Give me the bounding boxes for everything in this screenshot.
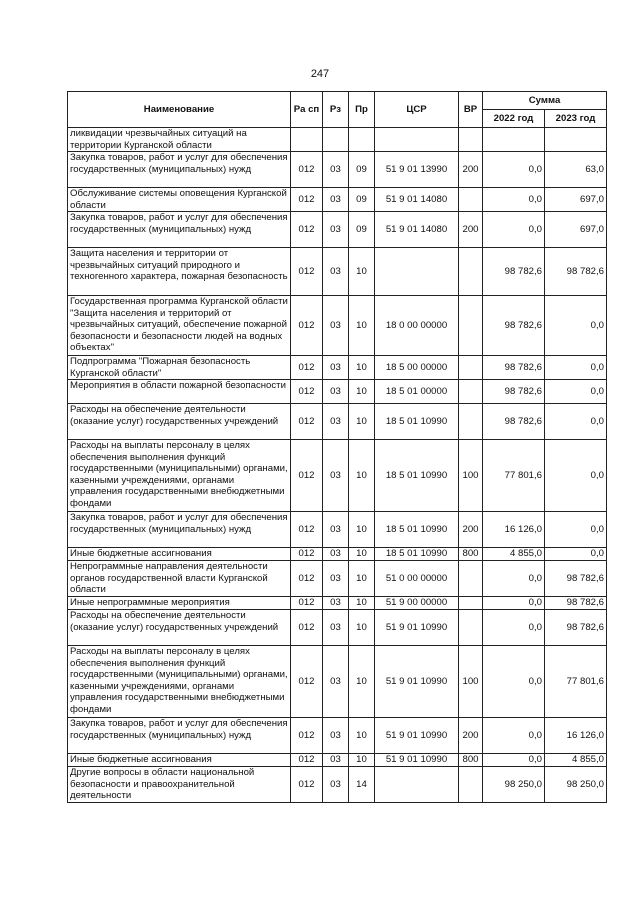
row-sum-2023: 0,0 — [545, 380, 607, 404]
row-sum-2022: 0,0 — [483, 610, 545, 646]
header-sum: Сумма — [483, 92, 607, 110]
row-csr: 18 5 01 10990 — [375, 440, 459, 512]
row-rasp: 012 — [291, 548, 323, 561]
row-vr — [459, 380, 483, 404]
row-sum-2022: 0,0 — [483, 561, 545, 597]
row-name-text: Обслуживание системы оповещения Курганской области — [70, 188, 287, 211]
table-row — [68, 512, 607, 548]
row-sum-2022: 98 782,6 — [483, 356, 545, 380]
row-vr — [459, 404, 483, 440]
row-vr — [459, 610, 483, 646]
row-name-text: Закупка товаров, работ и услуг для обеспечения государственных (муниципальных) нужд — [70, 212, 288, 235]
row-sum-2022: 4 855,0 — [483, 548, 545, 561]
row-rz: 03 — [323, 718, 349, 754]
table-row — [68, 152, 607, 188]
row-name — [68, 610, 291, 646]
row-name-text: Закупка товаров, работ и услуг для обеспечения государственных (муниципальных) нужд — [70, 152, 288, 175]
row-sum-2022: 0,0 — [483, 718, 545, 754]
row-pr: 10 — [349, 754, 375, 767]
row-name — [68, 212, 291, 248]
row-csr: 18 5 00 00000 — [375, 356, 459, 380]
row-name — [68, 597, 291, 610]
row-csr: 51 9 01 13990 — [375, 152, 459, 188]
row-csr: 18 5 01 10990 — [375, 512, 459, 548]
row-pr: 10 — [349, 440, 375, 512]
row-rz: 03 — [323, 440, 349, 512]
row-csr: 51 9 01 14080 — [375, 212, 459, 248]
row-sum-2022: 0,0 — [483, 646, 545, 718]
row-rasp: 012 — [291, 597, 323, 610]
row-csr: 18 5 01 10990 — [375, 548, 459, 561]
row-name-text: Расходы на выплаты персоналу в целях обеспечения выполнения функций государственными (муниципальными) органами, казенными учреждениями, органами управления государственными внебюджетными фондами — [70, 440, 288, 509]
row-sum-2022: 98 250,0 — [483, 767, 545, 803]
row-rz: 03 — [323, 754, 349, 767]
header-year-2023: 2023 год — [545, 110, 607, 128]
row-rz: 03 — [323, 767, 349, 803]
row-pr: 09 — [349, 212, 375, 248]
row-sum-2022: 98 782,6 — [483, 404, 545, 440]
row-rz: 03 — [323, 597, 349, 610]
row-pr: 10 — [349, 512, 375, 548]
row-pr: 10 — [349, 356, 375, 380]
row-rz: 03 — [323, 188, 349, 212]
row-vr: 800 — [459, 754, 483, 767]
row-sum-2022: 98 782,6 — [483, 248, 545, 296]
row-rasp: 012 — [291, 188, 323, 212]
table-row — [68, 548, 607, 561]
row-rasp: 012 — [291, 404, 323, 440]
table-row — [68, 188, 607, 212]
row-csr — [375, 248, 459, 296]
row-name — [68, 646, 291, 718]
row-csr: 18 5 01 10990 — [375, 404, 459, 440]
row-name-text: Подпрограмма "Пожарная безопасность Курганской области" — [70, 356, 251, 379]
row-rasp: 012 — [291, 512, 323, 548]
row-csr: 51 9 01 10990 — [375, 646, 459, 718]
row-sum-2023: 98 782,6 — [545, 248, 607, 296]
table-row — [68, 718, 607, 754]
row-sum-2023: 98 782,6 — [545, 597, 607, 610]
row-rasp: 012 — [291, 212, 323, 248]
row-rasp: 012 — [291, 561, 323, 597]
row-sum-2023: 16 126,0 — [545, 718, 607, 754]
row-pr: 10 — [349, 646, 375, 718]
row-sum-2023: 0,0 — [545, 356, 607, 380]
row-name-text: Другие вопросы в области национальной безопасности и правоохранительной деятельности — [70, 767, 255, 802]
table-row — [68, 440, 607, 512]
row-sum-2023: 0,0 — [545, 440, 607, 512]
row-pr: 14 — [349, 767, 375, 803]
row-rasp: 012 — [291, 767, 323, 803]
row-vr: 200 — [459, 718, 483, 754]
row-name — [68, 440, 291, 512]
row-name-text: Закупка товаров, работ и услуг для обеспечения государственных (муниципальных) нужд — [70, 512, 288, 535]
table-row — [68, 296, 607, 356]
row-sum-2022: 0,0 — [483, 152, 545, 188]
header-row — [68, 92, 607, 110]
table-body — [68, 128, 607, 803]
row-name-text: Закупка товаров, работ и услуг для обеспечения государственных (муниципальных) нужд — [70, 718, 288, 741]
row-pr: 09 — [349, 152, 375, 188]
header-rz: Рз — [323, 92, 349, 128]
row-name — [68, 152, 291, 188]
row-rz: 03 — [323, 404, 349, 440]
row-sum-2022 — [483, 128, 545, 152]
row-sum-2022: 0,0 — [483, 754, 545, 767]
header-pr: Пр — [349, 92, 375, 128]
row-rz: 03 — [323, 646, 349, 718]
row-sum-2022: 0,0 — [483, 597, 545, 610]
row-name — [68, 128, 291, 152]
row-vr — [459, 767, 483, 803]
table-row — [68, 646, 607, 718]
row-name-text: ликвидации чрезвычайных ситуаций на территории Курганской области — [70, 128, 247, 151]
row-rz: 03 — [323, 356, 349, 380]
row-rz: 03 — [323, 610, 349, 646]
row-csr — [375, 128, 459, 152]
row-csr: 51 9 01 10990 — [375, 754, 459, 767]
row-rasp: 012 — [291, 356, 323, 380]
row-csr — [375, 767, 459, 803]
row-rz: 03 — [323, 248, 349, 296]
row-rz: 03 — [323, 212, 349, 248]
row-sum-2023: 0,0 — [545, 296, 607, 356]
row-vr: 800 — [459, 548, 483, 561]
row-sum-2023: 98 782,6 — [545, 561, 607, 597]
table-row — [68, 610, 607, 646]
row-pr: 10 — [349, 561, 375, 597]
row-sum-2022: 16 126,0 — [483, 512, 545, 548]
row-pr: 10 — [349, 404, 375, 440]
table-row — [68, 212, 607, 248]
header-year-2022: 2022 год — [483, 110, 545, 128]
row-rz: 03 — [323, 152, 349, 188]
table-row — [68, 754, 607, 767]
row-pr — [349, 128, 375, 152]
row-rz — [323, 128, 349, 152]
row-rasp: 012 — [291, 440, 323, 512]
row-rz: 03 — [323, 296, 349, 356]
row-name-text: Непрограммные направления деятельности органов государственной власти Курганской области — [70, 561, 268, 596]
row-vr: 100 — [459, 646, 483, 718]
row-name-text: Мероприятия в области пожарной безопасности — [70, 380, 286, 391]
page-number: 247 — [310, 68, 330, 80]
row-pr: 10 — [349, 248, 375, 296]
row-name — [68, 380, 291, 404]
row-vr — [459, 356, 483, 380]
row-csr: 51 9 01 10990 — [375, 610, 459, 646]
row-csr: 51 9 01 14080 — [375, 188, 459, 212]
row-rz: 03 — [323, 380, 349, 404]
row-sum-2023: 697,0 — [545, 212, 607, 248]
row-name — [68, 248, 291, 296]
row-rasp: 012 — [291, 296, 323, 356]
row-sum-2023: 63,0 — [545, 152, 607, 188]
row-pr: 10 — [349, 296, 375, 356]
row-csr: 18 0 00 00000 — [375, 296, 459, 356]
row-sum-2023: 77 801,6 — [545, 646, 607, 718]
header-rasp: Ра сп — [291, 92, 323, 128]
row-vr — [459, 296, 483, 356]
row-sum-2023: 98 250,0 — [545, 767, 607, 803]
row-csr: 51 0 00 00000 — [375, 561, 459, 597]
row-sum-2022: 0,0 — [483, 212, 545, 248]
row-name — [68, 404, 291, 440]
row-pr: 10 — [349, 718, 375, 754]
row-vr — [459, 188, 483, 212]
row-name — [68, 754, 291, 767]
row-pr: 10 — [349, 380, 375, 404]
row-rasp: 012 — [291, 380, 323, 404]
row-rasp: 012 — [291, 754, 323, 767]
row-sum-2023: 0,0 — [545, 512, 607, 548]
row-pr: 10 — [349, 548, 375, 561]
table-row — [68, 128, 607, 152]
row-sum-2022: 98 782,6 — [483, 380, 545, 404]
row-pr: 10 — [349, 597, 375, 610]
row-name-text: Иные бюджетные ассигнования — [70, 548, 212, 559]
row-rasp — [291, 128, 323, 152]
row-name — [68, 767, 291, 803]
row-csr: 51 9 01 10990 — [375, 718, 459, 754]
row-name — [68, 512, 291, 548]
row-pr: 09 — [349, 188, 375, 212]
row-rasp: 012 — [291, 248, 323, 296]
table-row — [68, 404, 607, 440]
header-name: Наименование — [68, 92, 291, 128]
table-row — [68, 380, 607, 404]
row-name — [68, 548, 291, 561]
row-vr: 200 — [459, 212, 483, 248]
row-vr — [459, 561, 483, 597]
row-vr — [459, 248, 483, 296]
row-name — [68, 296, 291, 356]
row-pr: 10 — [349, 610, 375, 646]
row-csr: 18 5 01 00000 — [375, 380, 459, 404]
row-vr: 200 — [459, 152, 483, 188]
table-row — [68, 767, 607, 803]
row-rz: 03 — [323, 561, 349, 597]
row-rasp: 012 — [291, 718, 323, 754]
row-sum-2022: 98 782,6 — [483, 296, 545, 356]
row-sum-2023: 4 855,0 — [545, 754, 607, 767]
row-vr — [459, 128, 483, 152]
row-rasp: 012 — [291, 646, 323, 718]
row-sum-2023: 697,0 — [545, 188, 607, 212]
table-row — [68, 248, 607, 296]
row-rz: 03 — [323, 548, 349, 561]
row-sum-2023: 0,0 — [545, 404, 607, 440]
row-sum-2023: 98 782,6 — [545, 610, 607, 646]
row-vr: 200 — [459, 512, 483, 548]
row-name-text: Защита населения и территории от чрезвычайных ситуаций природного и техногенного характера, пожарная безопасность — [70, 248, 288, 283]
row-sum-2023 — [545, 128, 607, 152]
row-vr: 100 — [459, 440, 483, 512]
row-name-text: Расходы на выплаты персоналу в целях обеспечения выполнения функций государственными (муниципальными) органами, казенными учреждениями, органами управления государственными внебюджетными фондами — [70, 646, 288, 715]
row-sum-2022: 77 801,6 — [483, 440, 545, 512]
row-sum-2023: 0,0 — [545, 548, 607, 561]
table-row — [68, 356, 607, 380]
row-name-text: Государственная программа Курганской области "Защита населения и территорий от чрезвычайных ситуаций, обеспечение пожарной безопасности и безопасности людей на водных объектах" — [70, 296, 288, 354]
row-name — [68, 356, 291, 380]
row-rz: 03 — [323, 512, 349, 548]
row-rasp: 012 — [291, 610, 323, 646]
budget-table — [67, 91, 607, 803]
row-sum-2022: 0,0 — [483, 188, 545, 212]
row-name-text: Иные непрограммные мероприятия — [70, 597, 230, 608]
row-rasp: 012 — [291, 152, 323, 188]
row-name-text: Расходы на обеспечение деятельности (оказание услуг) государственных учреждений — [70, 610, 279, 633]
table-row — [68, 561, 607, 597]
row-name — [68, 188, 291, 212]
row-name-text: Расходы на обеспечение деятельности (оказание услуг) государственных учреждений — [70, 404, 279, 427]
row-vr — [459, 597, 483, 610]
header-csr: ЦСР — [375, 92, 459, 128]
table-row — [68, 597, 607, 610]
row-name-text: Иные бюджетные ассигнования — [70, 754, 212, 765]
row-csr: 51 9 00 00000 — [375, 597, 459, 610]
row-name — [68, 561, 291, 597]
header-vr: ВР — [459, 92, 483, 128]
row-name — [68, 718, 291, 754]
